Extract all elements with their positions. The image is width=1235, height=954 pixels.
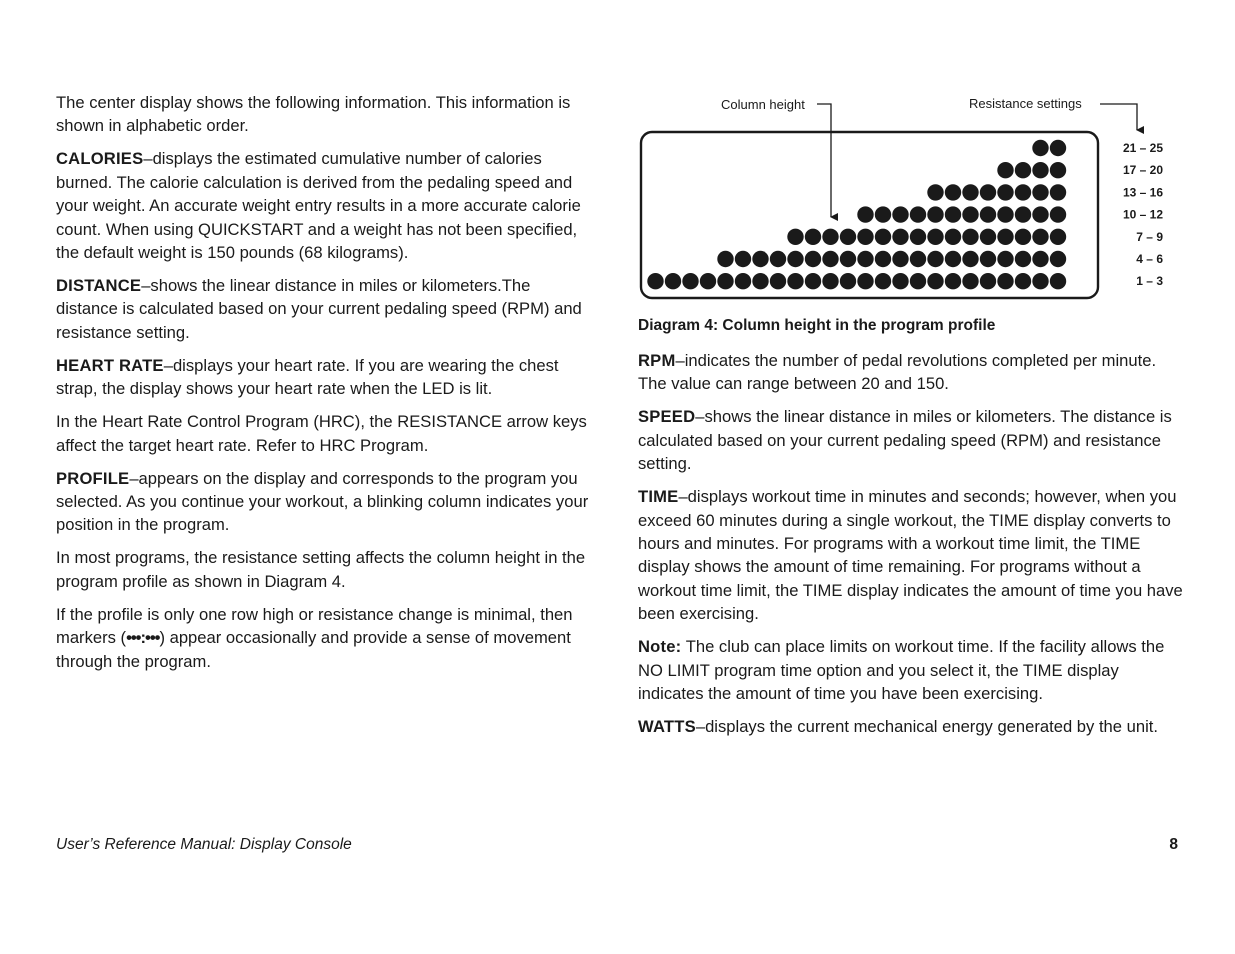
rpm-paragraph — [638, 349, 1183, 396]
profile-dot — [787, 273, 803, 289]
calories-term: CALORIES — [56, 149, 144, 169]
profile-dot — [822, 229, 838, 245]
profile-dot — [805, 229, 821, 245]
profile-dot — [1015, 206, 1031, 222]
intro-paragraph: The center display shows the following information. This information is shown in alphabetic order. — [56, 93, 571, 136]
profile-dot — [857, 206, 873, 222]
heart-rate-text: –displays your heart rate. If you are wearing the chest strap, the display shows your heart rate when the LED is lit. — [56, 355, 559, 399]
profile-dot — [735, 251, 751, 267]
profile-dot — [735, 273, 751, 289]
time-term: TIME — [638, 487, 679, 507]
profile-term: PROFILE — [56, 468, 130, 488]
profile-dot — [875, 251, 891, 267]
note-paragraph — [638, 635, 1183, 705]
speed-text: –shows the linear distance in miles or kilometers. The distance is calculated based on your current pedaling speed (RPM) and resistance setting. — [638, 407, 1172, 474]
profile-dot — [700, 273, 716, 289]
profile-dot — [787, 229, 803, 245]
profile-dot — [875, 229, 891, 245]
speed-term: SPEED — [638, 407, 696, 427]
resistance-settings-label: Resistance settings — [969, 96, 1082, 111]
profile-paragraph — [56, 467, 596, 537]
profile-dot — [980, 229, 996, 245]
resistance-range-label: 10 – 12 — [1122, 207, 1163, 222]
profile-dot — [1015, 184, 1031, 200]
profile-dot — [752, 251, 768, 267]
profile-dot — [927, 273, 943, 289]
rpm-term: RPM — [638, 351, 676, 370]
profile-dot — [892, 251, 908, 267]
heart-rate-paragraph — [56, 354, 596, 401]
profile-dot — [1050, 206, 1066, 222]
profile-dot — [1015, 229, 1031, 245]
profile-dot — [997, 206, 1013, 222]
watts-paragraph — [638, 715, 1183, 738]
profile-dot — [927, 206, 943, 222]
profile-dot — [1032, 229, 1048, 245]
right-column — [638, 349, 1183, 748]
column-height-arrow — [817, 104, 831, 217]
profile-dot — [945, 229, 961, 245]
page-number: 8 — [1169, 836, 1178, 853]
calories-paragraph — [56, 147, 596, 264]
diagram-caption: Diagram 4: Column height in the program profile — [638, 317, 996, 334]
profile-dot — [822, 273, 838, 289]
program-profile-diagram — [620, 88, 1180, 310]
profile-dot — [875, 206, 891, 222]
dot-row — [927, 184, 1066, 200]
profile-dot — [997, 162, 1013, 178]
left-column — [56, 91, 596, 683]
dot-row — [787, 229, 1066, 245]
distance-paragraph — [56, 274, 596, 344]
profile-dot — [1015, 162, 1031, 178]
profile-dot — [962, 273, 978, 289]
profile-dot — [945, 184, 961, 200]
profile-dot — [1050, 251, 1066, 267]
profile-dot — [717, 273, 733, 289]
profile-dot — [945, 251, 961, 267]
hrc-paragraph: In the Heart Rate Control Program (HRC), the RESISTANCE arrow keys affect the target heart rate. Refer to HRC Program. — [56, 412, 587, 455]
profile-dot — [945, 273, 961, 289]
profile-dot — [910, 206, 926, 222]
distance-term: DISTANCE — [56, 276, 142, 296]
heart-rate-term: HEART RATE — [56, 355, 164, 375]
profile-dot — [1032, 184, 1048, 200]
markers-text-after: ) appear occasionally and provide a sense of movement through the program. — [56, 628, 571, 671]
profile-dot — [787, 251, 803, 267]
profile-dot — [980, 184, 996, 200]
profile-dot — [1050, 162, 1066, 178]
profile-dot — [857, 229, 873, 245]
profile-dot — [927, 184, 943, 200]
watts-term: WATTS — [638, 717, 696, 737]
profile-dot — [962, 229, 978, 245]
profile-dot — [997, 251, 1013, 267]
profile-dot — [892, 206, 908, 222]
profile-dot — [962, 251, 978, 267]
profile-dot — [1015, 251, 1031, 267]
profile-dot — [840, 229, 856, 245]
calories-text: –displays the estimated cumulative number of calories burned. The calorie calculation is derived from the pedaling speed and your weight. An accurate weight entry results in a more accurate calorie count. When using QUICKSTART and a weight has not been specified, the default weight is 150 pounds (68 kilograms). — [56, 149, 581, 263]
dot-row — [997, 162, 1066, 178]
profile-dot — [1032, 273, 1048, 289]
resistance-range-label: 21 – 25 — [1122, 141, 1163, 155]
dot-row — [717, 251, 1066, 267]
profile-dot — [805, 251, 821, 267]
profile-dot — [682, 273, 698, 289]
profile-dot — [665, 273, 681, 289]
profile-dot — [980, 206, 996, 222]
resistance-range-label: 7 – 9 — [1136, 229, 1163, 244]
markers-symbol: •••:••• — [126, 628, 160, 648]
resistance-range-label: 13 – 16 — [1122, 185, 1163, 200]
resistance-range-label: 17 – 20 — [1122, 163, 1163, 178]
profile-dot — [997, 273, 1013, 289]
resistance-settings-arrow — [1100, 104, 1137, 130]
profile-dot — [857, 273, 873, 289]
profile-dot — [945, 206, 961, 222]
note-text: The club can place limits on workout time. If the facility allows the NO LIMIT program time option and you select it, the TIME display indicates the amount of time you have been exercising. — [638, 637, 1165, 704]
profile-dot — [1050, 229, 1066, 245]
profile-dot — [770, 273, 786, 289]
markers-paragraph — [56, 603, 596, 673]
profile-dot — [822, 251, 838, 267]
profile-dot — [997, 229, 1013, 245]
profile-dot — [1050, 184, 1066, 200]
profile-dot — [962, 184, 978, 200]
profile-dot — [770, 251, 786, 267]
profile-dot — [910, 229, 926, 245]
profile-dot — [875, 273, 891, 289]
profile-dot — [1050, 140, 1066, 156]
footer-title: User’s Reference Manual: Display Console — [56, 836, 352, 853]
profile-dot — [1032, 206, 1048, 222]
dot-row — [857, 206, 1066, 222]
note-term: Note: — [638, 637, 682, 657]
distance-text: –shows the linear distance in miles or kilometers.The distance is calculated based on your current pedaling speed (RPM) and resistance setting. — [56, 276, 582, 342]
profile-dot — [980, 251, 996, 267]
profile-dot — [840, 273, 856, 289]
rpm-text: –indicates the number of pedal revolutions completed per minute. The value can range between 20 and 150. — [638, 351, 1157, 394]
time-paragraph — [638, 485, 1183, 625]
profile-dot — [717, 251, 733, 267]
profile-dot — [962, 206, 978, 222]
profile-dot — [805, 273, 821, 289]
speed-paragraph — [638, 405, 1183, 475]
profile-dot — [752, 273, 768, 289]
dot-rows — [647, 140, 1066, 290]
range-labels — [1123, 141, 1163, 288]
markers-text-before: If the profile is only one row high or resistance change is minimal, then markers ( — [56, 604, 573, 648]
profile-dot — [910, 251, 926, 267]
profile-dot — [892, 229, 908, 245]
profile-dot — [1032, 251, 1048, 267]
profile-dot — [1050, 273, 1066, 289]
profile-dot — [1032, 162, 1048, 178]
resistance-range-label: 1 – 3 — [1136, 274, 1163, 289]
profile-dot — [892, 273, 908, 289]
column-height-label: Column height — [721, 97, 805, 112]
column-height-paragraph: In most programs, the resistance setting affects the column height in the program profile as shown in Diagram 4. — [56, 548, 586, 591]
profile-dot — [647, 273, 663, 289]
profile-dot — [927, 251, 943, 267]
profile-dot — [910, 273, 926, 289]
profile-dot — [927, 229, 943, 245]
dot-row — [1032, 140, 1066, 156]
profile-dot — [1032, 140, 1048, 156]
profile-text: –appears on the display and corresponds to the program you selected. As you continue your workout, a blinking column indicates your position in the program. — [56, 468, 589, 535]
profile-dot — [840, 251, 856, 267]
profile-dot — [997, 184, 1013, 200]
profile-dot — [980, 273, 996, 289]
dot-row — [647, 273, 1066, 289]
time-text: –displays workout time in minutes and seconds; however, when you exceed 60 minutes during a single workout, the TIME display converts to hours and minutes. For programs with a workout time limit, the TIME display shows the amount of time remaining. For programs without a workout time limit, the TIME display indicates the amount of time you have been exercising. — [638, 487, 1183, 624]
profile-dot — [857, 251, 873, 267]
watts-text: –displays the current mechanical energy generated by the unit. — [695, 717, 1158, 737]
profile-dot — [1015, 273, 1031, 289]
resistance-range-label: 4 – 6 — [1136, 252, 1163, 266]
